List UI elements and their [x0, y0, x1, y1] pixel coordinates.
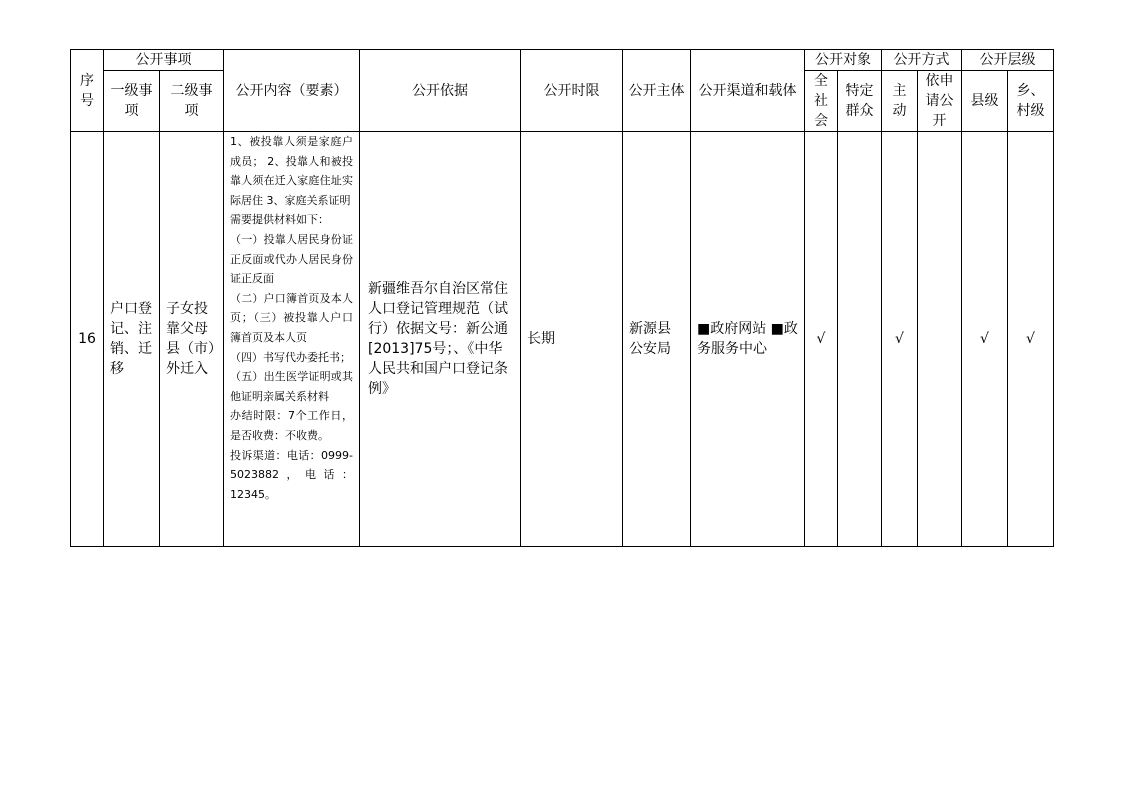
content-line: 投诉渠道：电话：0999-5023882，电话：12345。 — [230, 448, 353, 501]
header-active: 主动 — [882, 71, 918, 132]
content-line: 需要提供材料如下： — [230, 213, 329, 227]
disclosure-table — [70, 49, 1054, 547]
header-on-request: 依申请公开 — [918, 71, 962, 132]
content-line: （五）出生医学证明或其他证明亲属关系材料 — [230, 370, 353, 403]
cell-basis: 新疆维吾尔自治区常住人口登记管理规范（试行）依据文号：新公通[2013]75号；、《中华人民共和国户口登记条例》 — [360, 132, 521, 547]
cell-time-limit: 长期 — [521, 132, 623, 547]
header-seq — [71, 50, 104, 132]
header-township: 乡、村级 — [1008, 71, 1054, 132]
header-level2: 二级事项 — [160, 71, 224, 132]
cell-all-society: √ — [805, 132, 838, 547]
header-group-level: 公开层级 — [962, 50, 1054, 71]
header-row-1 — [71, 50, 1054, 71]
header-county: 县级 — [962, 71, 1008, 132]
content-line: （二）户口簿首页及本人页；（三）被投靠人户口簿首页及本人页 — [230, 291, 353, 344]
header-content: 公开内容（要素） — [224, 50, 360, 132]
content-line: （一）投靠人居民身份证正反面或代办人居民身份证正反面 — [230, 232, 353, 286]
cell-township: √ — [1008, 132, 1054, 547]
header-specific-groups: 特定群众 — [838, 71, 882, 132]
cell-active: √ — [882, 132, 918, 547]
header-seq-label: 序号 — [80, 72, 94, 109]
header-basis: 公开依据 — [360, 50, 521, 132]
cell-channel: ■政府网站 ■政务服务中心 — [691, 132, 805, 547]
header-level1: 一级事项 — [104, 71, 160, 132]
header-group-items: 公开事项 — [104, 50, 224, 71]
cell-on-request — [918, 132, 962, 547]
content-text — [224, 132, 359, 504]
header-channel: 公开渠道和载体 — [691, 50, 805, 132]
cell-subject: 新源县公安局 — [623, 132, 691, 547]
cell-content — [224, 132, 360, 547]
content-line: 1、被投靠人须是家庭户成员； 2、投靠人和被投靠人须在迁入家庭住址实际居住 3、家庭关系证明 — [230, 135, 353, 207]
header-group-target: 公开对象 — [805, 50, 882, 71]
cell-county: √ — [962, 132, 1008, 547]
header-subject: 公开主体 — [623, 50, 691, 132]
table-row — [71, 132, 1054, 547]
cell-seq: 16 — [71, 132, 104, 547]
header-group-method: 公开方式 — [882, 50, 962, 71]
content-line: （四）书写代办委托书； — [230, 350, 351, 364]
header-time-limit: 公开时限 — [521, 50, 623, 132]
header-all-society: 全社会 — [805, 71, 838, 132]
content-line: 办结时限：7个工作日，是否收费：不收费。 — [230, 409, 353, 442]
cell-level2: 子女投靠父母县（市）外迁入 — [160, 132, 224, 547]
cell-specific-groups — [838, 132, 882, 547]
cell-level1: 户口登记、注销、迁移 — [104, 132, 160, 547]
